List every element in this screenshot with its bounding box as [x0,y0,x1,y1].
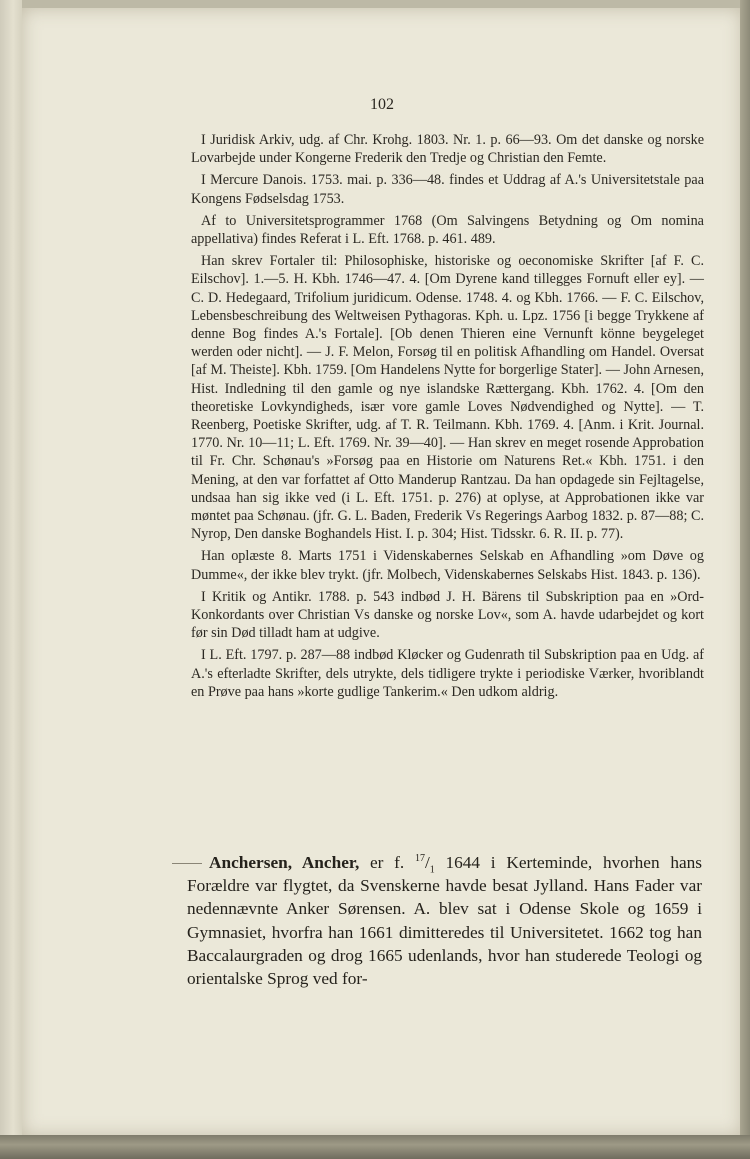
note-paragraph: Han skrev Fortaler til: Philosophiske, historiske og oeconomiske Skrifter [af F. C. Eilschov]. 1.—5. H. Kbh. 1746—47. 4. [Om Dyrene kand tillegges Fornuft eller ey]. — C. D. Hedegaard, Trifolium juridicum. Odense. 1748. 4. og Kbh. 1766. — F. C. Eilschov, Lebensbeschreibung des Weltweisen Pythagoras. Kph. u. Lpz. 1756 [i begge Trykkene af denne Bog findes A.'s Fortale]. [Ob denen Thieren eine Vernunft könne beygeleget werden oder nicht]. — J. F. Melon, Forsøg til en politisk Afhandling om Handel. Oversat [af M. Theiste]. Kbh. 1759. [Om Handelens Nytte for borgerlige Stater]. — John Arnesen, Hist. Indledning til den gamle og nye islandske Rættergang. Kbh. 1762. 4. [Om den theoretiske Lovkyndigheds, især vore gamle Loves Nødvendighed og Nytte]. — T. Reenberg, Poetiske Skrifter, udg. af T. R. Teilmann. Kbh. 1769. 4. [Anm. i Krit. Journal. 1770. Nr. 10—11; L. Eft. 1769. Nr. 39—40]. — Han skrev en meget rosende Approbation til Fr. Chr. Schønau's »Forsøg paa en Historie om Naturens Ret.« Kbh. 1751. i den Mening, at den var forfattet af Otto Manderup Rantzau. Da han opdagede sin Fejltagelse, undsaa han sig ikke ved (i L. Eft. 1751. p. 276) at oplyse, at Approbationen ikke var møntet paa Schønau. (jfr. G. L. Baden, Frederik Vs Regerings Aarbog 1832. p. 87—88; C. Nyrop, Den danske Boghandels Hist. I. p. 304; Hist. Tidsskr. 6. R. II. p. 77). [191,253,704,543]
entry-text: 1644 i Kerteminde, hvorhen hans Forældre var flygtet, da Svenskerne havde besat Jylland. Hans Fader var nedennævnte Anker Sørensen. A. blev sat i Odense Skole og 1659 i Gymnasiet, hvorfra han 1661 dimitteredes til Universitetet. 1662 tog han Baccalaurgraden og drog 1665 udenlands, hvor han studerede Teologi og orientalske Sprog ved for- [187,853,702,989]
page-edge-left [0,0,22,1159]
note-paragraph: I Kritik og Antikr. 1788. p. 543 indbød J. H. Bärens til Subskription paa en »Ord-Konkordants over Christian Vs danske og norske Lov«, som A. havde udarbejdet og kort før sin Død tilladt ham at udgive. [191,588,704,642]
scan-bottom-band [0,1135,750,1159]
note-paragraph: I L. Eft. 1797. p. 287—88 indbød Kløcker og Gudenrath til Subskription paa en Udg. af A.'s efterladte Skrifter, dels utrykte, dels tidligere trykte i periodiske Værker, hvoriblandt en Prøve paa hans »korte gudlige Tankerim.« Den udkom aldrig. [191,647,704,700]
note-paragraph: Han oplæste 8. Marts 1751 i Videnskabernes Selskab en Afhandling »om Døve og Dumme«, der ikke blev trykt. (jfr. Molbech, Videnskabernes Selskabs Hist. 1843. p. 136). [191,548,704,583]
entry-paragraph: Anchersen, Ancher, er f. $^{17}/_1$ 1644 i Kerteminde, hvorhen hans Forældre var flygtet, da Svenskerne havde besat Jylland. Hans Fader var nedennævnte Anker Sørensen. A. blev sat i Odense Skole og 1659 i Gymnasiet, hvorfra han 1661 dimitteredes til Universitetet. 1662 tog han Baccalaurgraden og drog 1665 udenlands, hvor han studerede Teologi og orientalske Sprog ved for- [187,853,702,989]
entry-headword: Anchersen, Ancher, [209,853,360,872]
entry-text-before-date: er f. [359,853,415,872]
note-paragraph: I Mercure Danois. 1753. mai. p. 336—48. findes et Uddrag af A.'s Universitetstale paa Kongens Fødselsdag 1753. [191,172,704,207]
page-number: 102 [370,96,394,113]
biography-entry [187,851,702,990]
note-paragraph: Af to Universitetsprogrammer 1768 (Om Salvingens Betydning og Om nomina appellativa) findes Referat i L. Eft. 1768. p. 461. 489. [191,212,704,248]
note-paragraph: I Juridisk Arkiv, udg. af Chr. Krohg. 1803. Nr. 1. p. 66—93. Om det danske og norske Lovarbejde under Kongerne Frederik den Tredje og Christian den Femte. [191,132,704,167]
birth-month: 1 [429,864,435,876]
birth-day: 17 [414,853,425,865]
bibliographic-notes [191,131,704,701]
book-page [22,8,742,1136]
page-edge-right [740,0,750,1159]
